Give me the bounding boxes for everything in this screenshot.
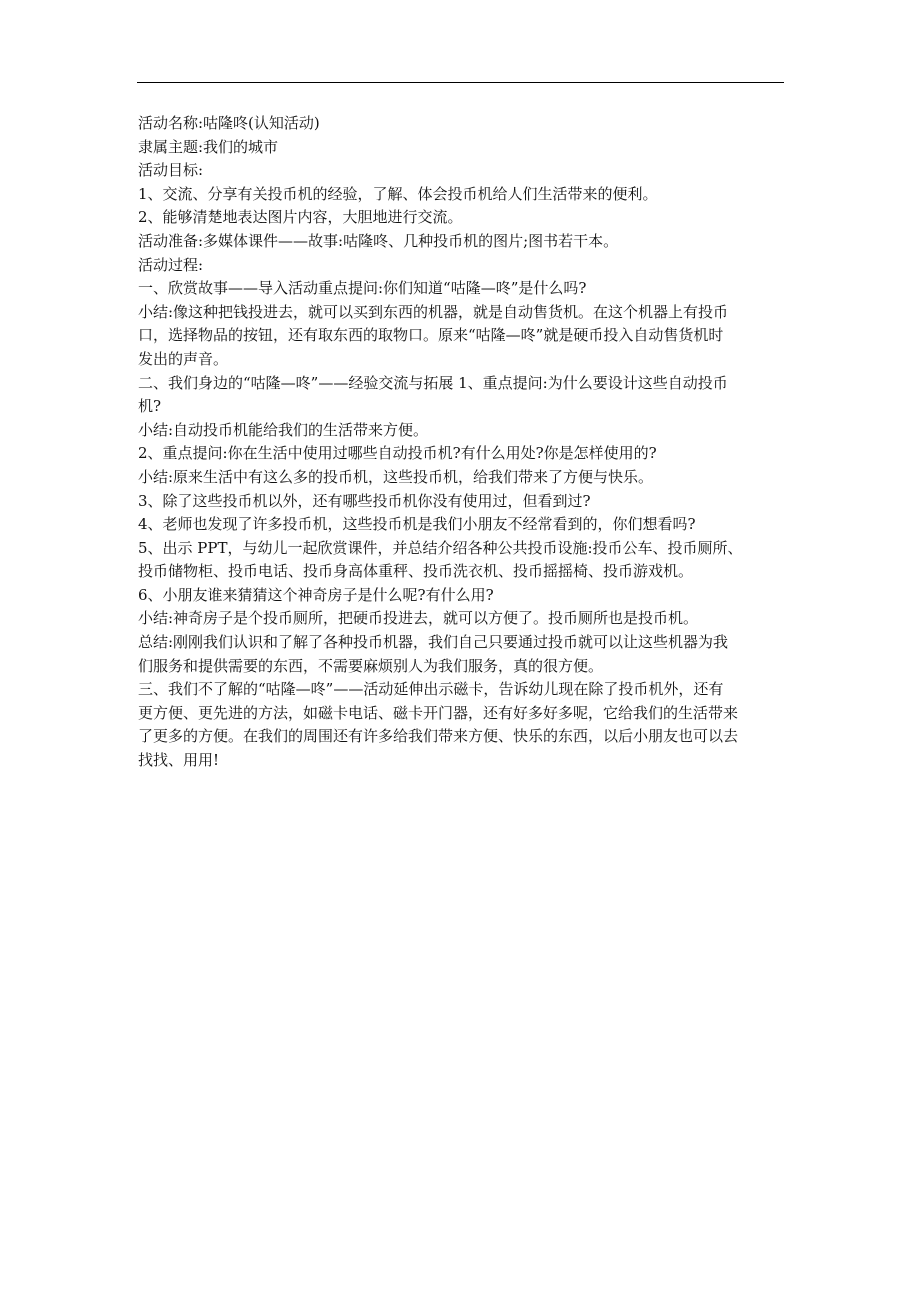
text-line: 更方便、更先进的方法，如磁卡电话、磁卡开门器，还有好多好多呢，它给我们的生活带来 <box>138 703 739 722</box>
text-line: 隶属主题:我们的城市 <box>138 137 279 156</box>
text-line: 2、能够清楚地表达图片内容，大胆地进行交流。 <box>138 208 463 227</box>
text-line: 口，选择物品的按钮，还有取东西的取物口。原来“咕隆—咚”就是硬币投入自动售货机时 <box>138 326 724 345</box>
text-line: 小结:原来生活中有这么多的投币机，这些投币机，给我们带来了方便与快乐。 <box>138 467 654 486</box>
text-line: 找找、用用! <box>138 751 220 770</box>
text-line: 6、小朋友谁来猜猜这个神奇房子是什么呢?有什么用? <box>138 585 494 604</box>
text-line: 活动名称:咕隆咚(认知活动) <box>138 114 320 132</box>
text-line: 2、重点提问:你在生活中使用过哪些自动投币机?有什么用处?你是怎样使用的? <box>138 444 657 463</box>
text-line: 3、除了这些投币机以外，还有哪些投币机你没有使用过，但看到过? <box>138 491 591 510</box>
text-line: 4、老师也发现了许多投币机，这些投币机是我们小朋友不经常看到的，你们想看吗? <box>138 515 696 534</box>
text-line: 三、我们不了解的“咕隆—咚”——活动延伸出示磁卡，告诉幼儿现在除了投币机外，还有 <box>138 680 724 699</box>
text-line: 发出的声音。 <box>138 349 229 368</box>
text-line: 机? <box>138 397 162 416</box>
text-line: 一、欣赏故事——导入活动重点提问:你们知道“咕隆—咚”是什么吗? <box>138 279 587 298</box>
text-line: 活动目标: <box>138 161 204 180</box>
text-line: 了更多的方便。在我们的周围还有许多给我们带来方便、快乐的东西，以后小朋友也可以去 <box>138 727 739 746</box>
document-body <box>138 112 806 773</box>
text-line: 们服务和提供需要的东西，不需要麻烦别人为我们服务，真的很方便。 <box>138 656 604 675</box>
text-line: 活动过程: <box>138 255 204 274</box>
text-line: 小结:神奇房子是个投币厕所，把硬币投进去，就可以方便了。投币厕所也是投币机。 <box>138 609 699 628</box>
text-line: 投币储物柜、投币电话、投币身高体重秤、投币洗衣机、投币摇摇椅、投币游戏机。 <box>138 562 694 581</box>
text-line: 总结:刚刚我们认识和了解了各种投币机器，我们自己只要通过投币就可以让这些机器为我 <box>138 633 729 652</box>
text-line: 小结:自动投币机能给我们的生活带来方便。 <box>138 420 429 439</box>
text-line: 1、交流、分享有关投币机的经验，了解、体会投币机给人们生活带来的便利。 <box>138 184 658 203</box>
text-line: 5、出示 PPT，与幼儿一起欣赏课件，并总结介绍各种公共投币设施:投币公车、投币厕所、 <box>138 538 743 557</box>
text-line: 二、我们身边的“咕隆—咚”——经验交流与拓展 1、重点提问:为什么要设计这些自动投币 <box>138 373 728 392</box>
text-line: 活动准备:多媒体课件——故事:咕隆咚、几种投币机的图片;图书若干本。 <box>138 231 619 250</box>
text-line: 小结:像这种把钱投进去，就可以买到东西的机器，就是自动售货机。在这个机器上有投币 <box>138 302 729 321</box>
header-divider <box>137 82 784 83</box>
